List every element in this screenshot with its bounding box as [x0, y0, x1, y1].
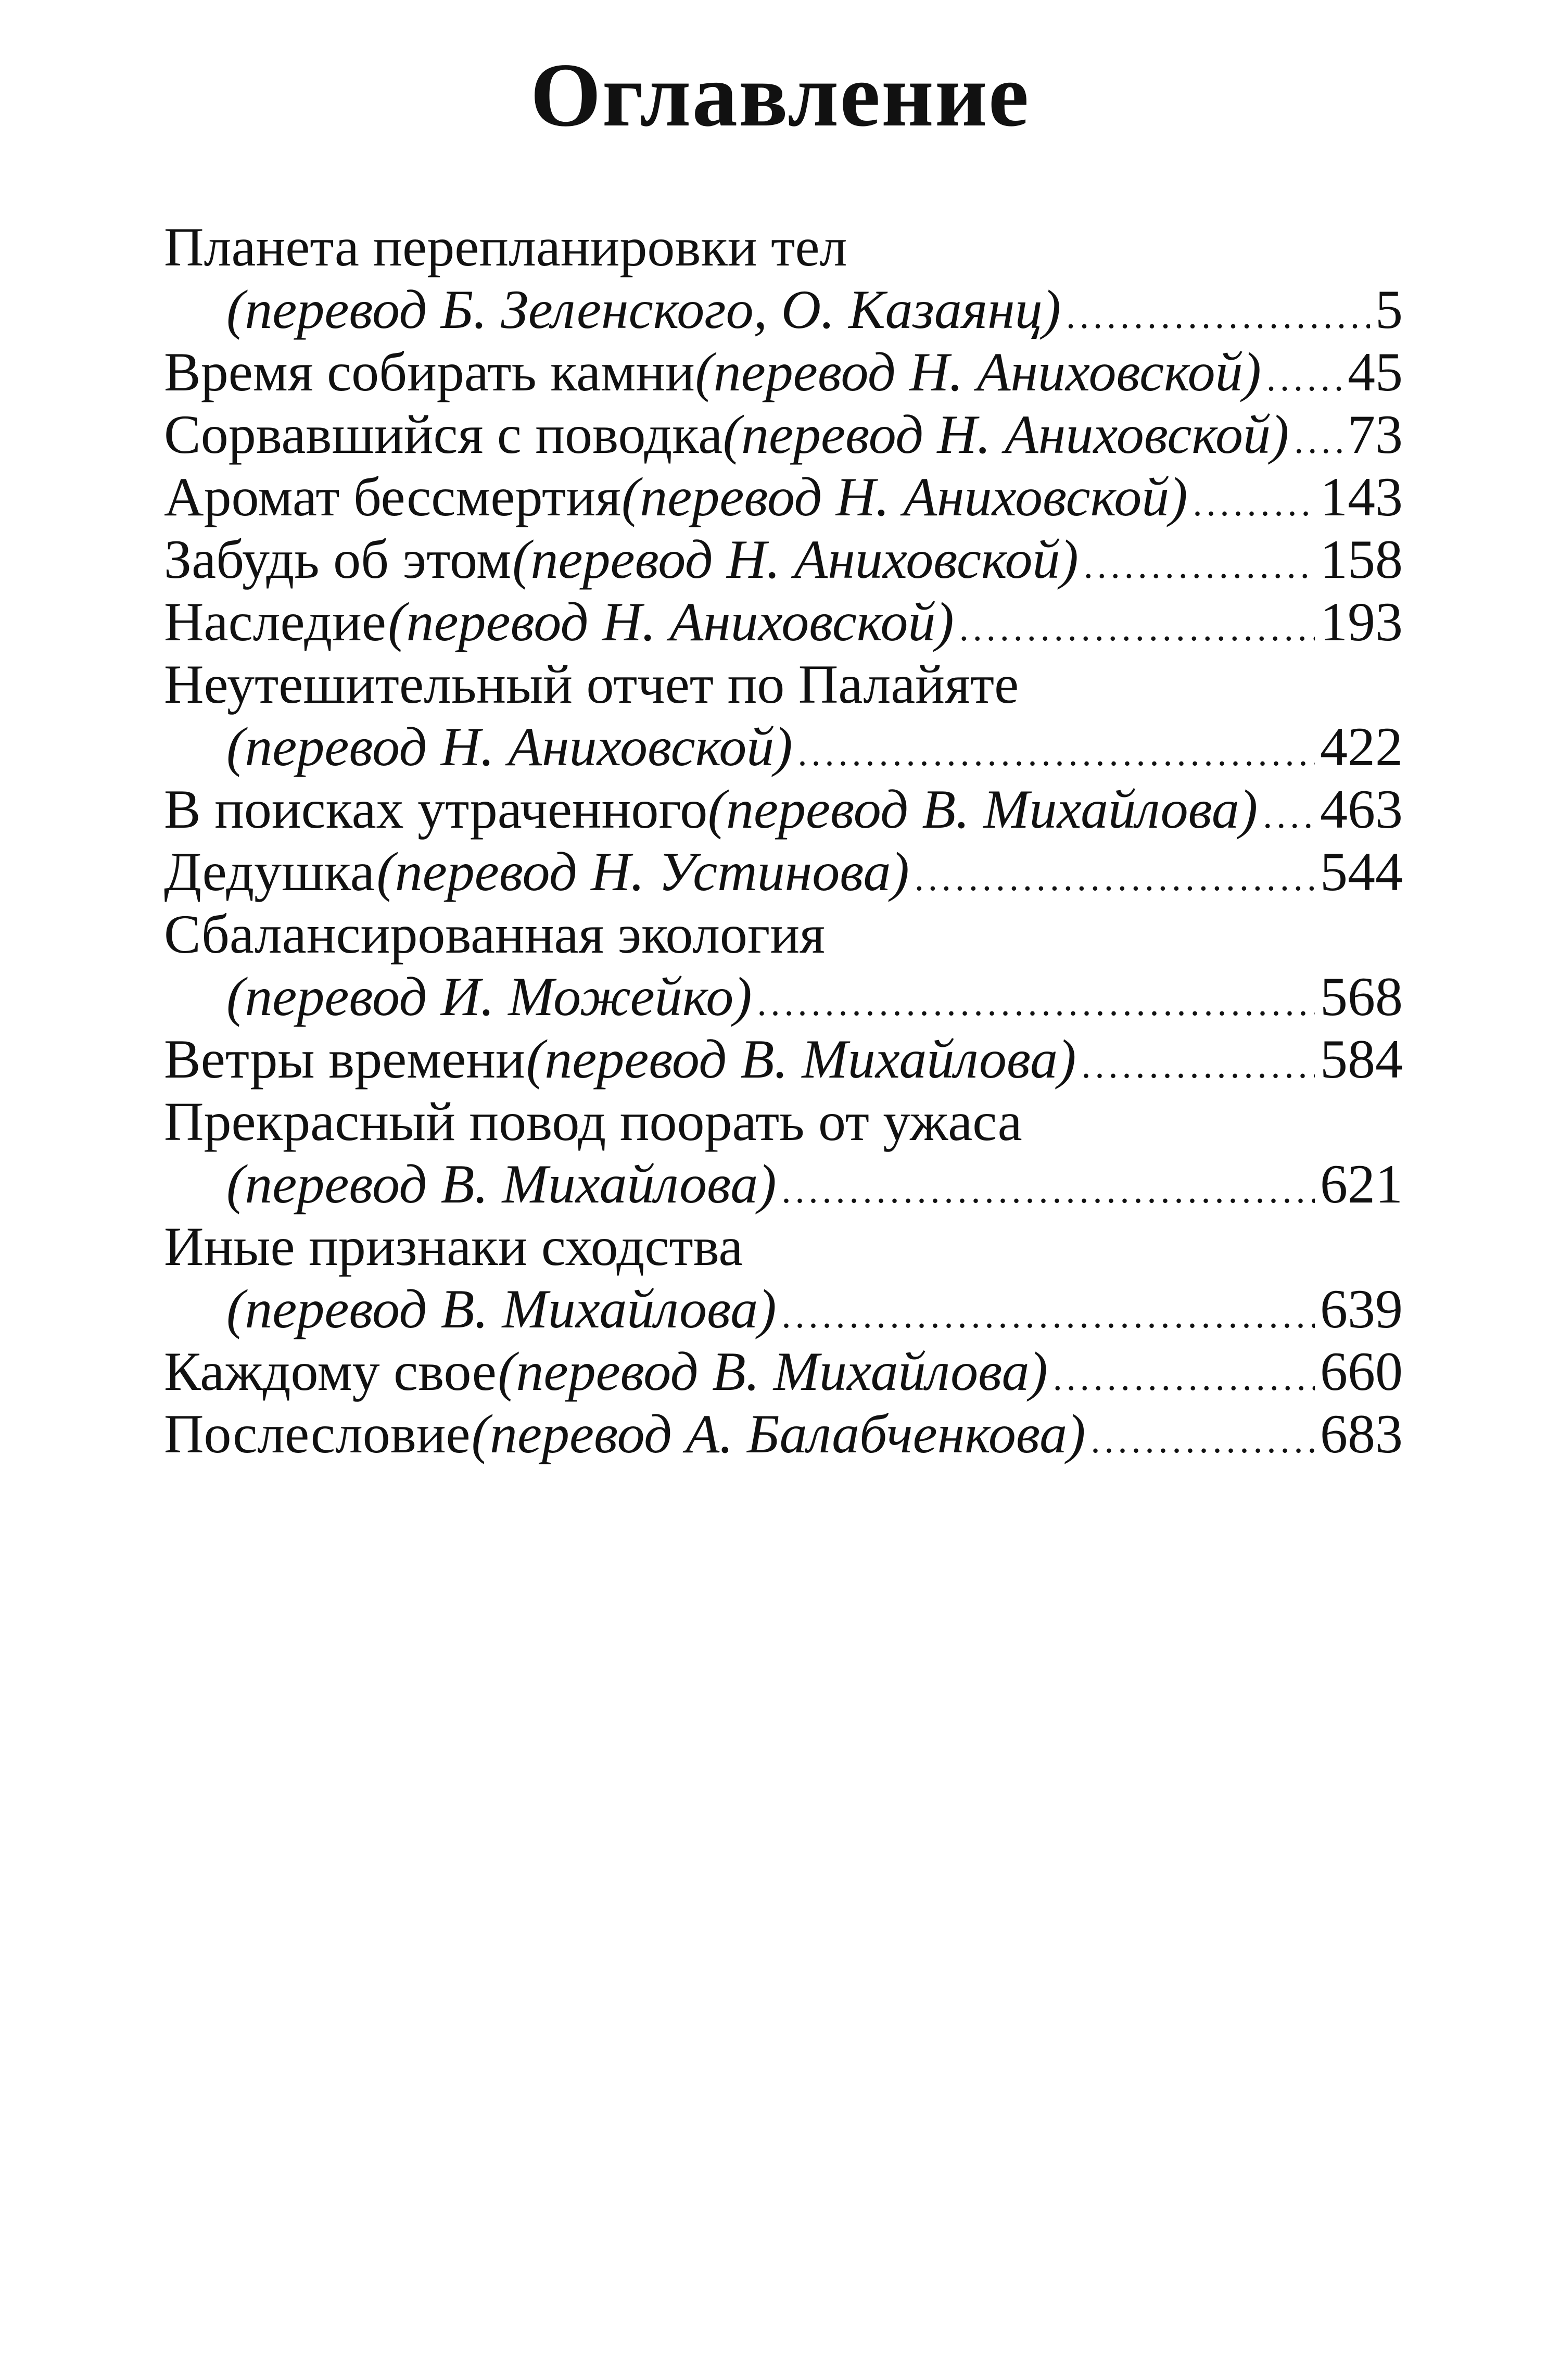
entry-title: Планета перепланировки тел — [164, 217, 847, 277]
entry-title: Сбалансированная экология — [164, 904, 825, 965]
toc-entry-title-line — [164, 216, 1403, 278]
dot-leader — [1053, 1346, 1315, 1409]
entry-page-number: 683 — [1320, 1403, 1403, 1464]
entry-translator: (перевод Н. Аниховской) — [695, 341, 1261, 402]
dot-leader — [1294, 409, 1342, 472]
dot-leader — [798, 721, 1315, 784]
entry-page-number: 639 — [1320, 1278, 1403, 1339]
entry-translator: (перевод В. Михайлова) — [707, 779, 1258, 840]
toc-entry — [164, 466, 1403, 528]
entry-translator: (перевод Н. Аниховской) — [388, 591, 954, 652]
entry-title: Время собирать камни — [164, 341, 695, 402]
entry-translator: (перевод Н. Аниховской) — [512, 529, 1079, 590]
entry-page-number: 660 — [1320, 1341, 1403, 1402]
entry-page-number: 158 — [1320, 529, 1403, 590]
entry-translator: (перевод Б. Зеленского, О. Казаянц) — [226, 279, 1061, 340]
entry-page-number: 193 — [1320, 591, 1403, 652]
entry-translator: (перевод В. Михайлова) — [226, 1278, 777, 1339]
toc-entry — [164, 778, 1403, 841]
dot-leader — [782, 1284, 1315, 1346]
toc-entry-title-line — [164, 903, 1403, 966]
toc-entry — [164, 591, 1403, 653]
entry-page-number: 73 — [1348, 404, 1403, 465]
entry-page-number: 621 — [1320, 1154, 1403, 1214]
dot-leader — [782, 1159, 1315, 1221]
toc-entry — [164, 341, 1403, 403]
toc-entry — [164, 841, 1403, 903]
entry-title: Ветры времени — [164, 1029, 525, 1090]
toc-entry — [164, 528, 1403, 591]
entry-translator: (перевод Н. Аниховской) — [622, 466, 1188, 527]
toc-entry — [164, 1403, 1403, 1465]
entry-title: Забудь об этом — [164, 529, 512, 590]
toc-entry — [164, 1028, 1403, 1091]
table-of-contents — [164, 216, 1403, 1465]
entry-title: Сорвавшийся с поводка — [164, 404, 723, 465]
entry-page-number: 463 — [1320, 779, 1403, 840]
toc-entry-detail-line — [164, 716, 1403, 778]
toc-entry-title-line — [164, 1216, 1403, 1278]
entry-page-number: 544 — [1320, 841, 1403, 902]
dot-leader — [1084, 534, 1315, 597]
entry-page-number: 568 — [1320, 966, 1403, 1027]
toc-entry-title-line — [164, 653, 1403, 716]
entry-title: Дедушка — [164, 841, 375, 902]
toc-entry-detail-line — [164, 1278, 1403, 1340]
entry-translator: (перевод Н. Устинова) — [376, 841, 909, 902]
dot-leader — [915, 846, 1315, 909]
entry-page-number: 5 — [1375, 279, 1403, 340]
entry-title: Прекрасный повод поорать от ужаса — [164, 1091, 1022, 1152]
entry-title: Каждому свое — [164, 1341, 497, 1402]
entry-title: Неутешительный отчет по Палайяте — [164, 654, 1019, 715]
toc-entry-detail-line — [164, 1153, 1403, 1216]
entry-title: Послесловие — [164, 1403, 471, 1464]
page-title: Оглавление — [530, 44, 1030, 145]
entry-page-number: 143 — [1320, 466, 1403, 527]
dot-leader — [1081, 1034, 1315, 1096]
dot-leader — [959, 597, 1315, 659]
dot-leader — [1090, 1409, 1315, 1471]
dot-leader — [757, 971, 1315, 1034]
toc-entry-detail-line — [164, 966, 1403, 1028]
toc-entry-title-line — [164, 1091, 1403, 1153]
dot-leader — [1193, 472, 1315, 534]
toc-entry — [164, 1340, 1403, 1403]
dot-leader — [1066, 284, 1370, 347]
entry-title: Аромат бессмертия — [164, 466, 621, 527]
entry-title: Иные признаки сходства — [164, 1216, 743, 1277]
entry-translator: (перевод А. Балабченкова) — [471, 1403, 1086, 1464]
entry-translator: (перевод В. Михайлова) — [498, 1341, 1048, 1402]
entry-translator: (перевод В. Михайлова) — [526, 1029, 1076, 1090]
dot-leader — [1263, 784, 1315, 846]
entry-translator: (перевод И. Можейко) — [226, 966, 752, 1027]
entry-title: В поисках утраченного — [164, 779, 708, 840]
toc-entry — [164, 403, 1403, 466]
entry-translator: (перевод В. Михайлова) — [226, 1154, 777, 1214]
entry-page-number: 422 — [1320, 716, 1403, 777]
toc-entry-detail-line — [164, 278, 1403, 341]
dot-leader — [1266, 347, 1342, 409]
entry-page-number: 584 — [1320, 1029, 1403, 1090]
entry-page-number: 45 — [1348, 341, 1403, 402]
entry-translator: (перевод Н. Аниховской) — [226, 716, 793, 777]
entry-translator: (перевод Н. Аниховской) — [722, 404, 1289, 465]
entry-title: Наследие — [164, 591, 386, 652]
